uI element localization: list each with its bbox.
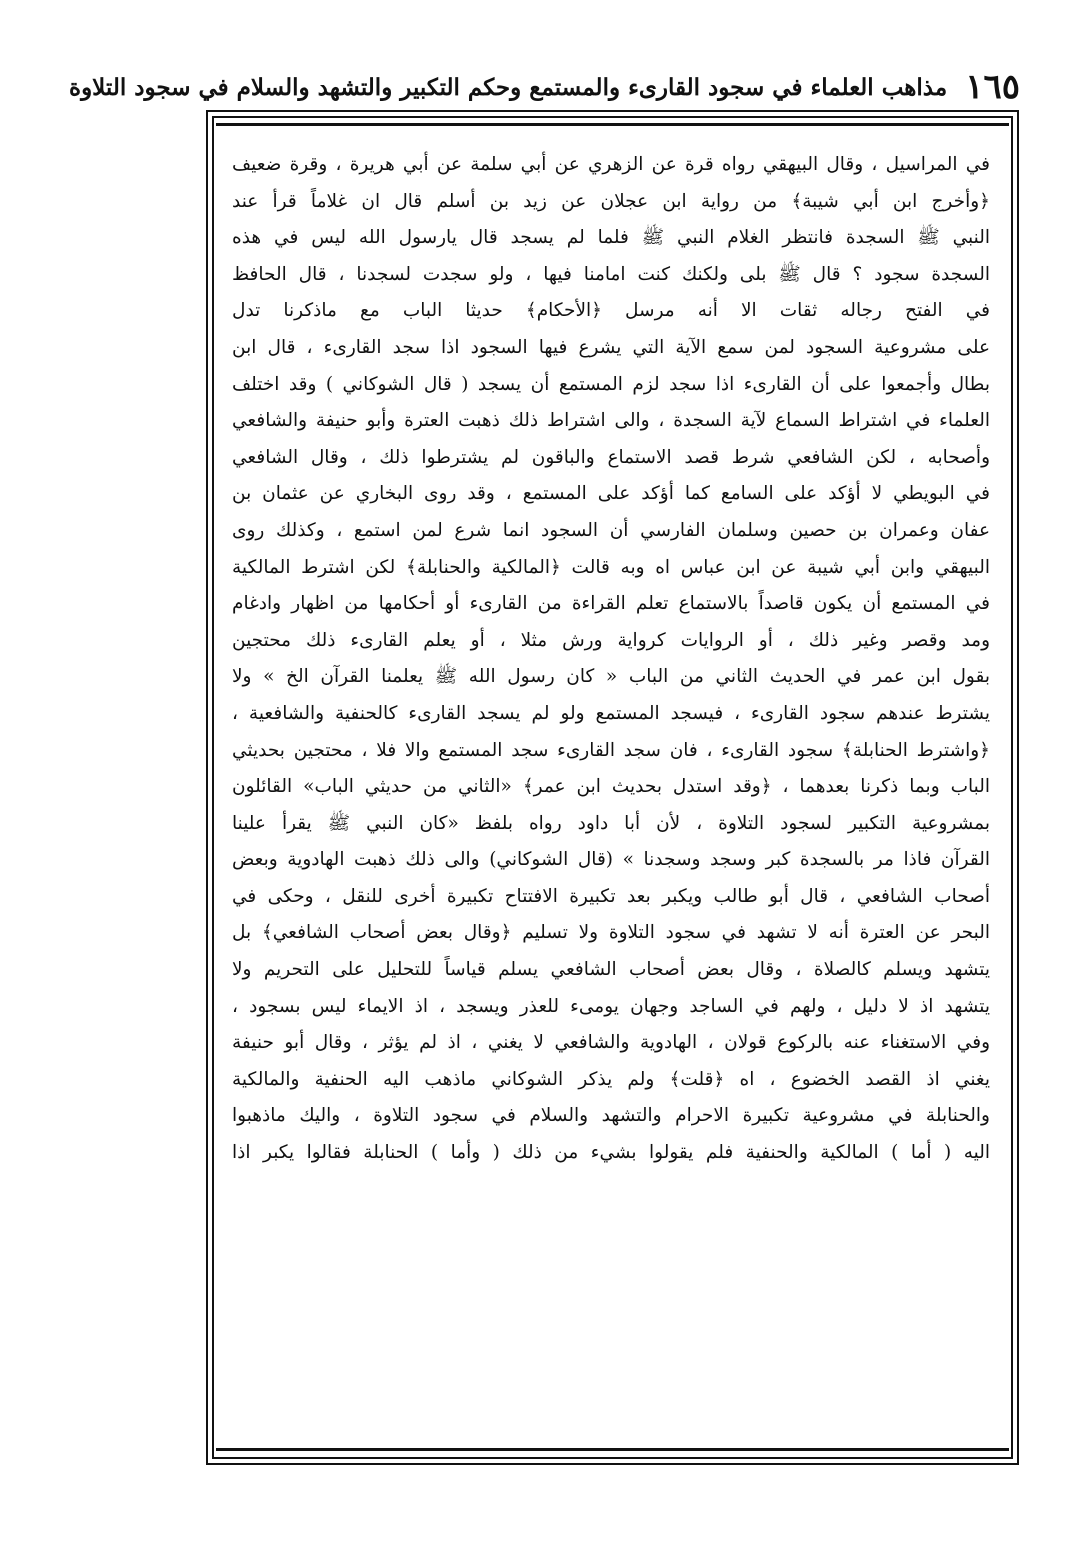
- text-line: [232, 1355, 990, 1392]
- text-line: على مشروعية السجود لمن سمع الآية التي يشرع فيها السجود اذا سجد القارىء ، قال ابن: [232, 336, 990, 358]
- text-line: يتشهد اذ لا دليل ، ولهم في الساجد وجهان يومىء للعذر ويسجد ، اذ الايماء ليس بسجود ،: [232, 995, 990, 1017]
- text-line: بمشروعية التكبير لسجود التلاوة ، لأن أبا داود رواه بلفظ «كان النبي ﷺ يقرأ علينا: [232, 812, 990, 834]
- text-line: البيهقي وابن أبي شيبة عن ابن عباس اه وبه قالت ﴿المالكية والحنابلة﴾ لكن اشترط المالكية: [232, 556, 990, 578]
- text-line: [232, 1318, 990, 1355]
- text-line: يشترط عندهم سجود القارىء ، فيسجد المستمع ولو لم يسجد القارىء كالحنفية والشافعية ،: [232, 702, 990, 724]
- bottom-rule: [216, 1448, 1009, 1456]
- body-text: [232, 147, 990, 1428]
- text-line: [232, 1245, 990, 1282]
- text-line: [232, 1208, 990, 1245]
- text-line: ﴿وأخرج ابن أبي شيبة﴾ من رواية ابن عجلان عن زيد بن أسلم قال ان غلاماً قرأ عند: [232, 190, 990, 212]
- text-line: النبي ﷺ السجدة فانتظر الغلام النبي ﷺ فلما لم يسجد قال يارسول الله ليس في هذه: [232, 227, 990, 249]
- header-title: مذاهب العلماء في سجود القارىء والمستمع وحكم التكبير والتشهد والسلام في سجود التلاوة: [69, 73, 948, 101]
- text-line: في الفتح رجاله ثقات الا أنه مرسل ﴿الأحكام﴾ حديثا الباب مع ماذكرنا تدل: [232, 300, 990, 322]
- top-rule: [216, 123, 1009, 131]
- text-line: ومد وقصر وغير ذلك ، أو الروايات كرواية ورش مثلا ، أو يعلم القارىء ذلك محتجين: [232, 629, 990, 651]
- page-number: ١٦٥: [965, 67, 1020, 107]
- text-line: اليه ( أما ) المالكية والحنفية فلم يقولوا بشيء من ذلك ( وأما ) الحنابلة فقالوا يكبر اذا: [232, 1142, 990, 1164]
- text-line: [232, 1172, 990, 1209]
- text-line: القرآن فاذا مر بالسجدة كبر وسجد وسجدنا » (قال الشوكاني) والى ذلك ذهبت الهادوية وبعض: [232, 849, 990, 871]
- text-line: [232, 1391, 990, 1428]
- running-header: [69, 64, 1020, 110]
- text-line: في المراسيل ، وقال البيهقي رواه قرة عن الزهري عن أبي سلمة عن أبي هريرة ، وقرة ضعيف: [232, 154, 990, 175]
- text-line: بطال وأجمعوا على أن القارىء اذا سجد لزم المستمع أن يسجد ( قال الشوكاني ) وقد اختلف: [232, 373, 990, 395]
- text-line: العلماء في اشتراط السماع لآية السجدة ، والى اشتراط ذلك ذهبت العترة وأبو حنيفة والشافعي: [232, 410, 990, 432]
- text-line: وأصحابه ، لكن الشافعي شرط قصد الاستماع والباقون لم يشترطوا ذلك ، وقال الشافعي: [232, 446, 990, 468]
- text-line: الباب وبما ذكرنا بعدهما ، ﴿وقد استدل بحديث ابن عمر﴾ «الثاني من حديثي الباب» القائلون: [232, 776, 990, 798]
- text-line: [232, 1281, 990, 1318]
- text-line: أصحاب الشافعي ، قال أبو طالب ويكبر بعد تكبيرة الافتتاح تكبيرة أخرى للنقل ، وحكى في: [232, 885, 990, 907]
- text-line: في المستمع أن يكون قاصداً بالاستماع تعلم القراءة من القارىء أو أحكامها من اظهار وادغام: [232, 593, 990, 615]
- text-line: والحنابلة في مشروعية تكبيرة الاحرام والتشهد والسلام في سجود التلاوة ، واليك ماذهبوا: [232, 1105, 990, 1127]
- text-line: السجدة سجود ؟ قال ﷺ بلى ولكنك كنت امامنا فيها ، ولو سجدت لسجدنا ، قال الحافظ: [232, 263, 990, 285]
- text-line: البحر عن العترة أنه لا تشهد في سجود التلاوة ولا تسليم ﴿وقال بعض أصحاب الشافعي﴾ بل: [232, 922, 990, 944]
- text-line: عفان وعمران بن حصين وسلمان الفارسي أن السجود انما شرع لمن استمع ، وكذلك روى: [232, 519, 990, 541]
- text-line: يتشهد ويسلم كالصلاة ، وقال بعض أصحاب الشافعي يسلم قياساً للتحليل على التحريم ولا: [232, 959, 990, 981]
- text-line: في البويطي لا أؤكد على السامع كما أؤكد على المستمع ، وقد روى البخاري عن عثمان بن: [232, 483, 990, 505]
- text-line: وفي الاستغناء عنه بالركوع قولان ، الهادوية والشافعي لا يغني ، اذ لم يؤثر ، وقال أبو حنيفة: [232, 1032, 990, 1054]
- text-line: ﴿واشترط الحنابلة﴾ سجود القارىء ، فان سجد القارىء سجد المستمع والا فلا ، محتجين بحديثي: [232, 739, 990, 761]
- text-line: بقول ابن عمر في الحديث الثاني من الباب « كان رسول الله ﷺ يعلمنا القرآن الخ » ولا: [232, 666, 990, 688]
- text-line: يغني اذ القصد الخضوع ، اه ﴿قلت﴾ ولم يذكر الشوكاني ماذهب اليه الحنفية والمالكية: [232, 1068, 990, 1090]
